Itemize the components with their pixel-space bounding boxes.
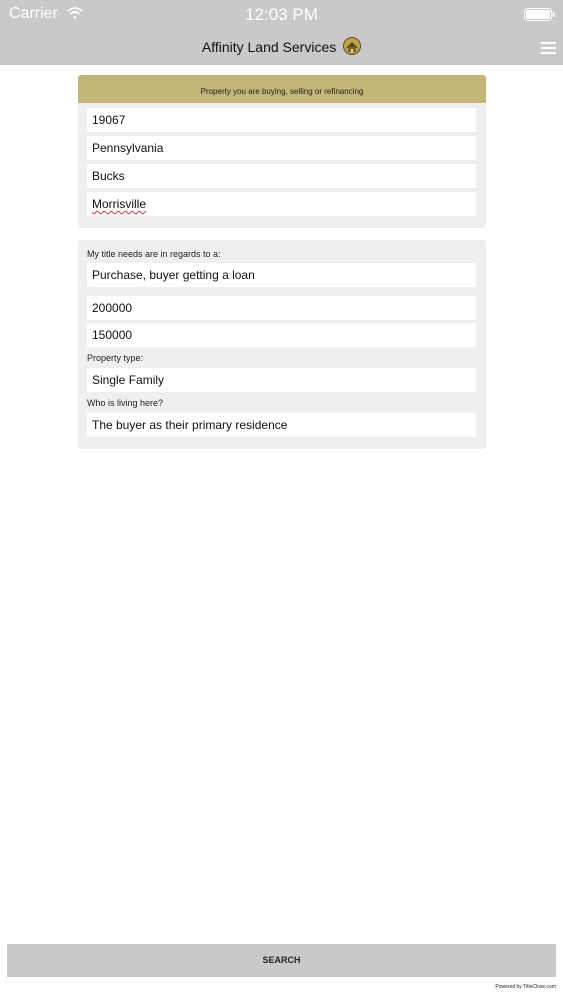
hamburger-menu-icon[interactable] — [541, 42, 556, 54]
transaction-type-select[interactable]: Purchase, buyer getting a loan — [87, 263, 476, 287]
regards-label: My title needs are in regards to a: — [87, 249, 221, 259]
city-field[interactable] — [87, 192, 476, 216]
property-panel — [78, 75, 486, 228]
app-title-text: Affinity Land Services — [201, 39, 337, 55]
county-field[interactable]: Bucks — [87, 164, 476, 188]
state-field[interactable]: Pennsylvania — [87, 136, 476, 160]
carrier-label: Carrier — [9, 5, 58, 22]
title-needs-panel — [78, 240, 486, 449]
property-type-select[interactable]: Single Family — [87, 368, 476, 392]
company-logo-icon — [343, 37, 361, 55]
property-type-label: Property type: — [87, 353, 144, 363]
status-bar — [0, 0, 563, 30]
occupancy-select[interactable]: The buyer as their primary residence — [87, 413, 476, 437]
property-panel-header: Property you are buying, selling or refinancing — [78, 75, 486, 103]
occupancy-label: Who is living here? — [87, 398, 164, 408]
clock-time: 12:03 PM — [245, 5, 318, 24]
loan-amount-field[interactable]: 150000 — [87, 323, 476, 347]
zip-field[interactable]: 19067 — [87, 108, 476, 132]
battery-icon — [524, 8, 555, 21]
app-title — [0, 39, 563, 57]
powered-by-label: Powered by TitleClose.com — [495, 984, 556, 990]
city-value: Morrisville — [92, 197, 146, 211]
search-button[interactable]: SEARCH — [7, 944, 556, 977]
purchase-price-field[interactable]: 200000 — [87, 296, 476, 320]
navigation-bar — [0, 30, 563, 65]
